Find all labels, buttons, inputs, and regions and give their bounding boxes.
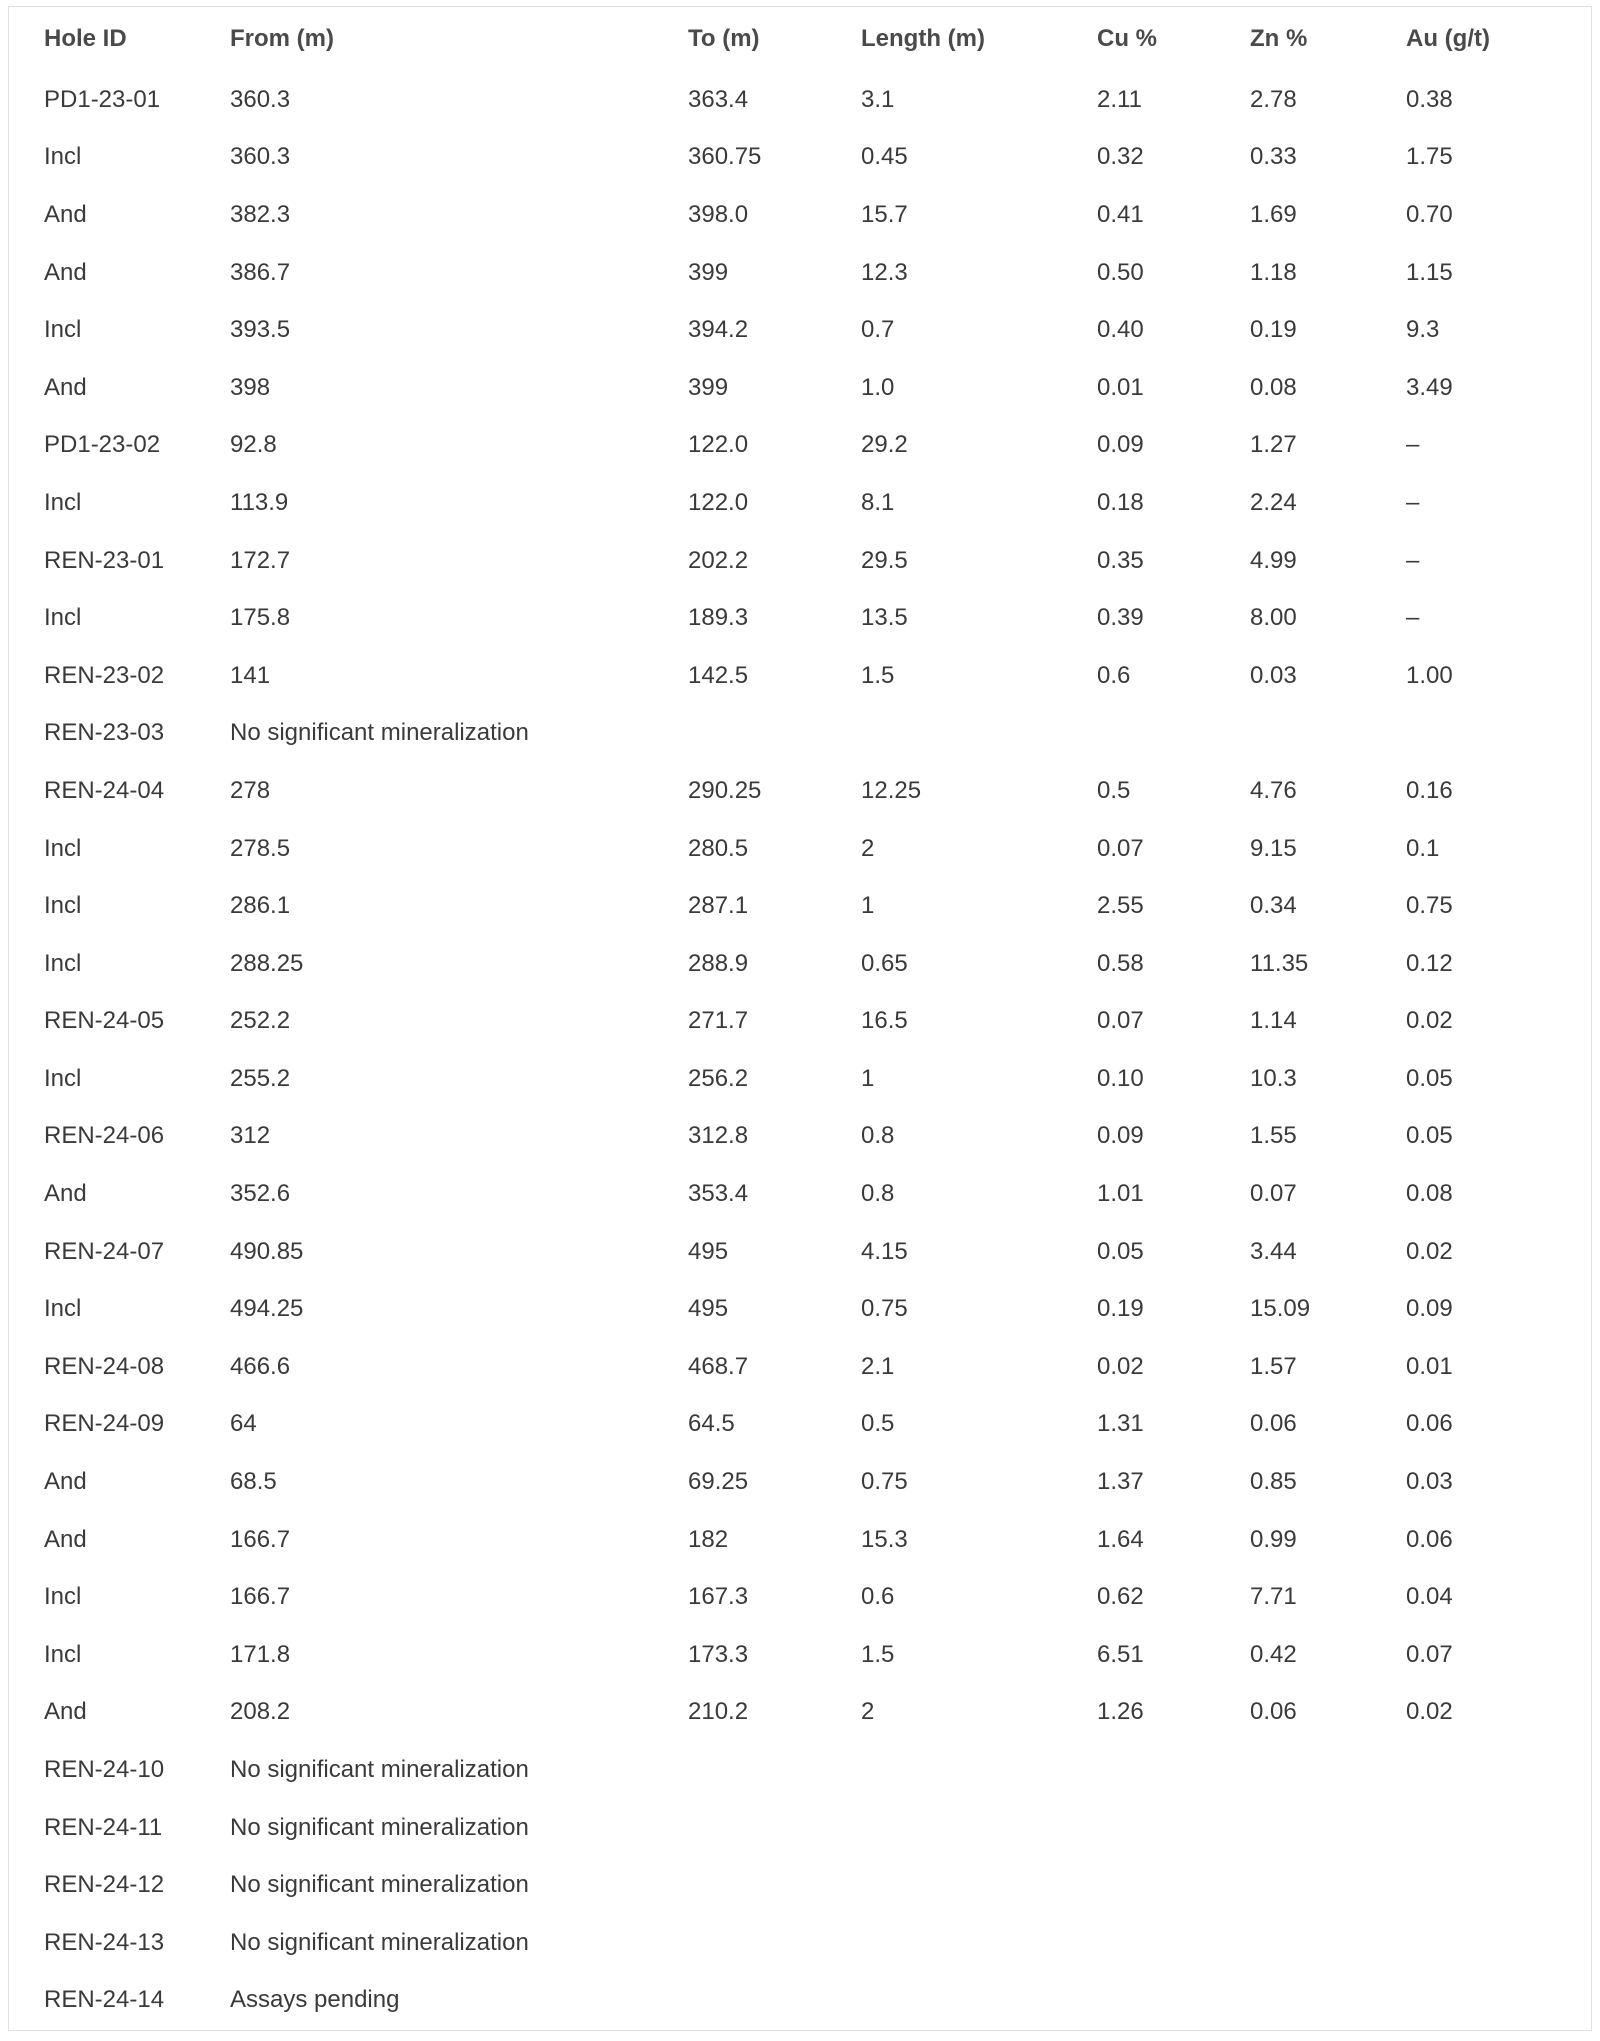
table-row [9, 1338, 1593, 1396]
cell-length: 2 [861, 834, 875, 862]
table-row [9, 1050, 1593, 1108]
cell-zn: 0.08 [1250, 373, 1297, 401]
cell-au: 0.05 [1406, 1064, 1453, 1092]
cell-au [1406, 1972, 1593, 2030]
cell-zn: 0.06 [1250, 1698, 1297, 1726]
cell-from: No significant mineralization [230, 1813, 529, 1841]
cell-au: – [1406, 604, 1420, 632]
cell-hole-id: Incl [44, 1640, 82, 1668]
cell-from: 171.8 [230, 1640, 291, 1668]
cell-to: 360.75 [688, 143, 762, 171]
cell-zn: 1.18 [1250, 258, 1297, 286]
cell-au: 3.49 [1406, 373, 1453, 401]
cell-hole-id: Incl [44, 488, 82, 516]
cell-hole-id: Incl [44, 1583, 82, 1611]
cell-from: 288.25 [230, 949, 304, 977]
cell-length: 1 [861, 1064, 875, 1092]
cell-au: 0.08 [1406, 1180, 1453, 1208]
cell-zn: 1.55 [1250, 1122, 1297, 1150]
cell-zn [1250, 1856, 1406, 1914]
cell-cu: 0.32 [1097, 143, 1144, 171]
cell-hole-id: Incl [44, 834, 82, 862]
cell-cu: 2.11 [1097, 85, 1142, 113]
cell-hole-id: Incl [44, 892, 82, 920]
cell-au: 0.06 [1406, 1525, 1453, 1553]
table-row [9, 1914, 1593, 1972]
cell-length [861, 1741, 1097, 1799]
cell-zn: 0.03 [1250, 661, 1297, 689]
cell-to: 399 [688, 373, 729, 401]
cell-from: 352.6 [230, 1180, 291, 1208]
cell-au: 9.3 [1406, 316, 1440, 344]
assay-table-frame [8, 6, 1592, 2031]
table-row [9, 1626, 1593, 1684]
cell-cu: 6.51 [1097, 1640, 1144, 1668]
table-row [9, 1453, 1593, 1511]
cell-from: Assays pending [230, 1986, 400, 2014]
cell-to [688, 1799, 861, 1857]
cell-hole-id: REN-24-07 [44, 1237, 165, 1265]
table-row [9, 1856, 1593, 1914]
table-row [9, 705, 1593, 763]
table-row [9, 474, 1593, 532]
cell-to [688, 1741, 861, 1799]
cell-to: 288.9 [688, 949, 749, 977]
table-row [9, 1568, 1593, 1626]
cell-to: 290.25 [688, 776, 762, 804]
cell-cu [1097, 1741, 1250, 1799]
cell-from: 92.8 [230, 431, 277, 459]
cell-to: 182 [688, 1525, 729, 1553]
cell-zn [1250, 1972, 1406, 2030]
table-row [9, 1972, 1593, 2030]
cell-to: 173.3 [688, 1640, 749, 1668]
cell-from: 208.2 [230, 1698, 291, 1726]
table-row [9, 301, 1593, 359]
cell-zn: 8.00 [1250, 604, 1297, 632]
cell-hole-id: REN-23-01 [44, 546, 165, 574]
cell-length: 0.7 [861, 316, 895, 344]
cell-zn: 1.14 [1250, 1007, 1297, 1035]
cell-length: 0.6 [861, 1583, 895, 1611]
cell-cu: 2.55 [1097, 892, 1144, 920]
table-row [9, 1684, 1593, 1742]
cell-length: 15.3 [861, 1525, 908, 1553]
drill-results-table [9, 7, 1593, 2029]
cell-length: 15.7 [861, 200, 908, 228]
cell-from: 278 [230, 776, 271, 804]
cell-hole-id: And [44, 200, 87, 228]
cell-cu [1097, 1972, 1250, 2030]
cell-cu: 0.62 [1097, 1583, 1144, 1611]
cell-from: No significant mineralization [230, 1756, 529, 1784]
cell-hole-id: REN-24-06 [44, 1122, 165, 1150]
header-au: Au (g/t) [1406, 25, 1490, 52]
cell-cu [1097, 1856, 1250, 1914]
cell-au: 1.15 [1406, 258, 1453, 286]
cell-length: 2 [861, 1698, 875, 1726]
cell-zn [1250, 705, 1406, 763]
cell-from: 166.7 [230, 1525, 291, 1553]
cell-to: 64.5 [688, 1410, 735, 1438]
cell-length: 0.75 [861, 1295, 908, 1323]
cell-au: 0.38 [1406, 85, 1453, 113]
cell-au: 0.04 [1406, 1583, 1453, 1611]
cell-to: 122.0 [688, 488, 749, 516]
table-row [9, 1165, 1593, 1223]
cell-hole-id: And [44, 258, 87, 286]
cell-from: No significant mineralization [230, 719, 529, 747]
table-row [9, 1108, 1593, 1166]
cell-to: 399 [688, 258, 729, 286]
cell-from: 141 [230, 661, 271, 689]
cell-cu: 0.40 [1097, 316, 1144, 344]
cell-cu: 0.35 [1097, 546, 1144, 574]
header-zn: Zn % [1250, 25, 1308, 52]
cell-to [688, 1856, 861, 1914]
cell-au: 1.75 [1406, 143, 1453, 171]
cell-from: 360.3 [230, 85, 291, 113]
cell-zn: 0.34 [1250, 892, 1297, 920]
cell-length: 12.25 [861, 776, 922, 804]
cell-to: 495 [688, 1237, 729, 1265]
cell-hole-id: Incl [44, 949, 82, 977]
table-header [9, 7, 1593, 71]
table-row [9, 186, 1593, 244]
cell-cu: 0.09 [1097, 431, 1144, 459]
cell-hole-id: REN-24-13 [44, 1928, 165, 1956]
cell-zn: 0.33 [1250, 143, 1297, 171]
cell-au: 0.06 [1406, 1410, 1453, 1438]
cell-au: 0.12 [1406, 949, 1453, 977]
cell-cu: 0.19 [1097, 1295, 1144, 1323]
cell-hole-id: Incl [44, 1064, 82, 1092]
table-row [9, 762, 1593, 820]
cell-cu: 0.07 [1097, 834, 1144, 862]
table-row [9, 359, 1593, 417]
cell-length [861, 1799, 1097, 1857]
cell-to: 271.7 [688, 1007, 749, 1035]
table-row [9, 244, 1593, 302]
cell-zn: 0.99 [1250, 1525, 1297, 1553]
cell-to: 394.2 [688, 316, 749, 344]
cell-zn: 1.57 [1250, 1352, 1297, 1380]
cell-to: 122.0 [688, 431, 749, 459]
cell-cu: 1.31 [1097, 1410, 1144, 1438]
table-row [9, 820, 1593, 878]
cell-to: 495 [688, 1295, 729, 1323]
cell-to: 202.2 [688, 546, 749, 574]
cell-cu: 0.50 [1097, 258, 1144, 286]
cell-cu: 1.01 [1097, 1180, 1144, 1208]
cell-from: 312 [230, 1122, 271, 1150]
table-row [9, 1511, 1593, 1569]
cell-to: 353.4 [688, 1180, 749, 1208]
cell-to: 468.7 [688, 1352, 749, 1380]
cell-length: 13.5 [861, 604, 908, 632]
cell-au [1406, 1799, 1593, 1857]
cell-cu [1097, 1914, 1250, 1972]
cell-cu: 0.01 [1097, 373, 1144, 401]
cell-au: 0.16 [1406, 776, 1453, 804]
cell-zn [1250, 1799, 1406, 1857]
table-row [9, 1223, 1593, 1281]
cell-cu: 0.09 [1097, 1122, 1144, 1150]
cell-cu: 1.26 [1097, 1698, 1144, 1726]
cell-length [861, 705, 1097, 763]
cell-zn: 11.35 [1250, 949, 1309, 977]
cell-from: 68.5 [230, 1468, 277, 1496]
cell-au: 0.03 [1406, 1468, 1453, 1496]
cell-zn: 15.09 [1250, 1295, 1311, 1323]
cell-length: 4.15 [861, 1237, 908, 1265]
cell-zn: 4.99 [1250, 546, 1297, 574]
header-cu: Cu % [1097, 25, 1157, 52]
cell-from: 172.7 [230, 546, 291, 574]
cell-to [688, 705, 861, 763]
cell-to: 189.3 [688, 604, 749, 632]
cell-length: 0.75 [861, 1468, 908, 1496]
cell-cu: 0.18 [1097, 488, 1144, 516]
cell-to: 287.1 [688, 892, 749, 920]
cell-cu [1097, 705, 1250, 763]
cell-hole-id: REN-24-09 [44, 1410, 165, 1438]
cell-length: 0.45 [861, 143, 908, 171]
cell-hole-id: REN-24-10 [44, 1756, 165, 1784]
cell-to: 210.2 [688, 1698, 749, 1726]
header-length: Length (m) [861, 25, 985, 52]
cell-length [861, 1914, 1097, 1972]
table-row [9, 993, 1593, 1051]
cell-au: 1.00 [1406, 661, 1453, 689]
cell-hole-id: Incl [44, 143, 82, 171]
cell-au: 0.07 [1406, 1640, 1453, 1668]
cell-length: 16.5 [861, 1007, 908, 1035]
cell-cu: 0.05 [1097, 1237, 1144, 1265]
cell-length: 1 [861, 892, 875, 920]
cell-from: 255.2 [230, 1064, 291, 1092]
cell-zn: 0.06 [1250, 1410, 1297, 1438]
cell-hole-id: REN-24-04 [44, 776, 165, 804]
cell-au [1406, 705, 1593, 763]
cell-zn [1250, 1741, 1406, 1799]
cell-hole-id: Incl [44, 1295, 82, 1323]
cell-hole-id: And [44, 373, 87, 401]
cell-hole-id: And [44, 1180, 87, 1208]
cell-hole-id: REN-24-05 [44, 1007, 165, 1035]
table-row [9, 877, 1593, 935]
cell-zn: 1.69 [1250, 200, 1297, 228]
table-row [9, 1280, 1593, 1338]
cell-zn: 2.24 [1250, 488, 1297, 516]
cell-zn: 0.85 [1250, 1468, 1297, 1496]
cell-zn: 0.07 [1250, 1180, 1297, 1208]
cell-from: 490.85 [230, 1237, 304, 1265]
cell-zn: 0.42 [1250, 1640, 1297, 1668]
cell-to: 142.5 [688, 661, 749, 689]
cell-cu: 1.37 [1097, 1468, 1144, 1496]
cell-hole-id: PD1-23-02 [44, 431, 161, 459]
cell-cu: 0.41 [1097, 200, 1144, 228]
cell-from: 278.5 [230, 834, 291, 862]
cell-zn: 1.27 [1250, 431, 1297, 459]
cell-au [1406, 1856, 1593, 1914]
cell-from: 398 [230, 373, 271, 401]
cell-length: 29.2 [861, 431, 908, 459]
cell-hole-id: REN-23-02 [44, 661, 165, 689]
cell-from: 166.7 [230, 1583, 291, 1611]
cell-au: 0.75 [1406, 892, 1453, 920]
cell-hole-id: REN-24-14 [44, 1986, 165, 2014]
cell-zn: 0.19 [1250, 316, 1297, 344]
cell-cu: 0.10 [1097, 1064, 1144, 1092]
cell-cu: 0.6 [1097, 661, 1131, 689]
table-row [9, 532, 1593, 590]
table-row [9, 417, 1593, 475]
cell-au: 0.02 [1406, 1007, 1453, 1035]
cell-au: 0.02 [1406, 1698, 1453, 1726]
cell-hole-id: And [44, 1468, 87, 1496]
cell-hole-id: Incl [44, 316, 82, 344]
cell-from: 393.5 [230, 316, 291, 344]
cell-from: 360.3 [230, 143, 291, 171]
cell-from: No significant mineralization [230, 1871, 529, 1899]
cell-au: 0.1 [1406, 834, 1440, 862]
table-row [9, 647, 1593, 705]
cell-au: – [1406, 546, 1420, 574]
cell-to [688, 1914, 861, 1972]
table-row [9, 1396, 1593, 1454]
cell-to: 363.4 [688, 85, 749, 113]
cell-zn: 2.78 [1250, 85, 1297, 113]
cell-cu: 0.58 [1097, 949, 1144, 977]
table-row [9, 1741, 1593, 1799]
cell-au: 0.05 [1406, 1122, 1453, 1150]
cell-from: 175.8 [230, 604, 291, 632]
cell-zn: 4.76 [1250, 776, 1297, 804]
cell-au [1406, 1741, 1593, 1799]
table-body [9, 71, 1593, 2029]
cell-cu: 1.64 [1097, 1525, 1144, 1553]
cell-from: 286.1 [230, 892, 291, 920]
cell-from: 252.2 [230, 1007, 291, 1035]
cell-length [861, 1972, 1097, 2030]
cell-au: – [1406, 488, 1420, 516]
header-row [9, 7, 1593, 71]
cell-hole-id: REN-24-08 [44, 1352, 165, 1380]
cell-length: 0.5 [861, 1410, 895, 1438]
cell-from: 466.6 [230, 1352, 291, 1380]
cell-cu: 0.5 [1097, 776, 1131, 804]
cell-to: 280.5 [688, 834, 749, 862]
cell-au: 0.01 [1406, 1352, 1453, 1380]
table-row [9, 129, 1593, 187]
cell-cu: 0.39 [1097, 604, 1144, 632]
cell-length: 0.8 [861, 1122, 895, 1150]
cell-zn [1250, 1914, 1406, 1972]
cell-length: 1.5 [861, 661, 895, 689]
header-from: From (m) [230, 25, 334, 52]
cell-au: – [1406, 431, 1420, 459]
cell-cu [1097, 1799, 1250, 1857]
cell-cu: 0.07 [1097, 1007, 1144, 1035]
cell-zn: 7.71 [1250, 1583, 1297, 1611]
cell-length: 2.1 [861, 1352, 895, 1380]
cell-from: 386.7 [230, 258, 291, 286]
cell-hole-id: REN-24-11 [44, 1813, 163, 1841]
cell-to: 167.3 [688, 1583, 749, 1611]
cell-au: 0.02 [1406, 1237, 1453, 1265]
cell-length [861, 1856, 1097, 1914]
cell-hole-id: And [44, 1525, 87, 1553]
cell-to: 312.8 [688, 1122, 749, 1150]
cell-zn: 10.3 [1250, 1064, 1297, 1092]
header-hole-id: Hole ID [44, 25, 127, 52]
cell-length: 3.1 [861, 85, 895, 113]
cell-from: 494.25 [230, 1295, 304, 1323]
cell-hole-id: REN-23-03 [44, 719, 165, 747]
cell-length: 8.1 [861, 488, 895, 516]
cell-zn: 9.15 [1250, 834, 1297, 862]
cell-to: 69.25 [688, 1468, 749, 1496]
cell-from: No significant mineralization [230, 1928, 529, 1956]
cell-hole-id: REN-24-12 [44, 1871, 165, 1899]
table-row [9, 71, 1593, 129]
cell-length: 0.65 [861, 949, 908, 977]
cell-au: 0.09 [1406, 1295, 1453, 1323]
header-to: To (m) [688, 25, 760, 52]
cell-hole-id: And [44, 1698, 87, 1726]
cell-to [688, 1972, 861, 2030]
cell-au [1406, 1914, 1593, 1972]
cell-hole-id: Incl [44, 604, 82, 632]
cell-length: 12.3 [861, 258, 908, 286]
cell-from: 382.3 [230, 200, 291, 228]
cell-length: 29.5 [861, 546, 908, 574]
cell-from: 113.9 [230, 488, 289, 516]
cell-zn: 3.44 [1250, 1237, 1297, 1265]
table-row [9, 935, 1593, 993]
cell-hole-id: PD1-23-01 [44, 85, 161, 113]
table-row [9, 589, 1593, 647]
cell-to: 256.2 [688, 1064, 749, 1092]
cell-length: 0.8 [861, 1180, 895, 1208]
table-row [9, 1799, 1593, 1857]
cell-cu: 0.02 [1097, 1352, 1144, 1380]
cell-length: 1.0 [861, 373, 895, 401]
cell-to: 398.0 [688, 200, 749, 228]
cell-au: 0.70 [1406, 200, 1453, 228]
cell-length: 1.5 [861, 1640, 895, 1668]
cell-from: 64 [230, 1410, 257, 1438]
